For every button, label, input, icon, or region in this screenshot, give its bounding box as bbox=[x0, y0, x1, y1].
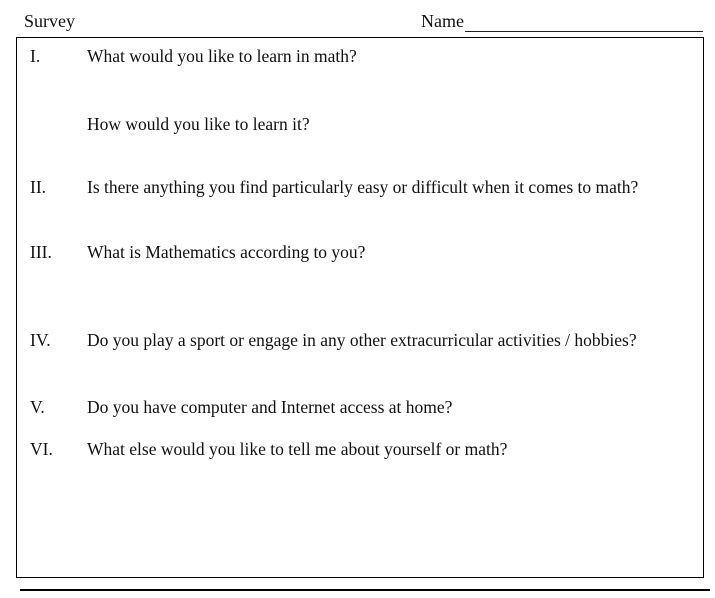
question-text: How would you like to learn it? bbox=[87, 114, 310, 134]
question-number: I. bbox=[30, 46, 41, 66]
question-number: IV. bbox=[30, 330, 51, 350]
question-number: V. bbox=[30, 397, 45, 417]
survey-title: Survey bbox=[24, 11, 75, 31]
question-text: Is there anything you find particularly easy or difficult when it comes to math? bbox=[87, 177, 639, 197]
question-text: What is Mathematics according to you? bbox=[87, 242, 366, 262]
survey-header bbox=[0, 0, 715, 36]
name-field bbox=[421, 10, 703, 32]
question-text: Do you play a sport or engage in any other extracurricular activities / hobbies? bbox=[87, 330, 637, 350]
question-text: What would you like to learn in math? bbox=[87, 46, 357, 66]
question-text: What else would you like to tell me about yourself or math? bbox=[87, 439, 508, 459]
name-label: Name bbox=[421, 11, 464, 31]
bottom-divider bbox=[20, 589, 710, 591]
questions-box bbox=[16, 37, 704, 578]
question-text: Do you have computer and Internet access at home? bbox=[87, 397, 453, 417]
name-blank-line bbox=[465, 12, 703, 32]
question-number: VI. bbox=[30, 439, 53, 459]
question-number: II. bbox=[30, 177, 47, 197]
question-number: III. bbox=[30, 242, 52, 262]
